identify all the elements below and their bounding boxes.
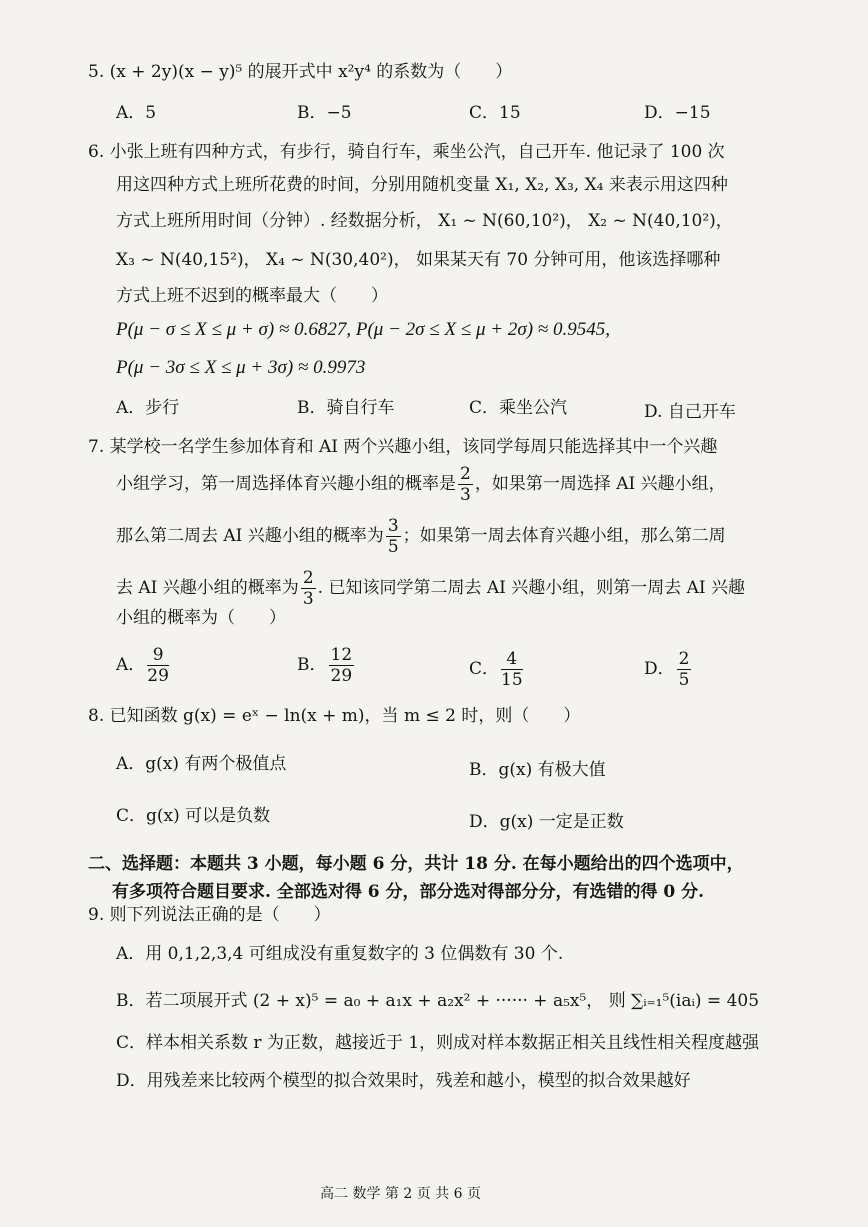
q7-line-4-text-end: . 已知该同学第二周去 AI 兴趣小组，则第一周去 AI 兴趣 [317, 578, 746, 598]
q9-option-a: A．用 0,1,2,3,4 可组成没有重复数字的 3 位偶数有 30 个. [116, 944, 564, 964]
q5-option-c: C．15 [469, 103, 521, 123]
fraction-two-thirds: $\frac{2}{3}$ [460, 464, 471, 505]
q5-stem: 5. (x + 2y)(x − y)⁵ 的展开式中 x²y⁴ 的系数为（ ） [88, 62, 513, 82]
q6-line-3: 方式上班所用时间（分钟）. 经数据分析， X₁ ~ N(60,10²)， X₂ ~ N(40,10²)， [116, 211, 733, 231]
q6-line-4: X₃ ~ N(40,15²)， X₄ ~ N(30,40²)， 如果某天有 70 分钟可用，他该选择哪种 [116, 250, 721, 270]
q7-line-1: 7. 某学校一名学生参加体育和 AI 两个兴趣小组，该同学每周只能选择其中一个兴趣 [88, 437, 718, 457]
q6-formula-2: P(μ − 3σ ≤ X ≤ μ + 3σ) ≈ 0.9973 [116, 357, 366, 378]
q8-stem: 8. 已知函数 g(x) = eˣ − ln(x + m)，当 m ≤ 2 时，则（ ） [88, 706, 581, 726]
q6-line-5: 方式上班不迟到的概率最大（ ） [116, 286, 388, 306]
q7-line-3-text-end: ；如果第一周去体育兴趣小组，那么第二周 [402, 526, 726, 546]
q8-option-c: C．g(x) 可以是负数 [116, 806, 271, 826]
q7-line-2 [116, 462, 726, 506]
q9-stem: 9. 则下列说法正确的是（ ） [88, 905, 331, 925]
q8-option-a: A．g(x) 有两个极值点 [116, 754, 287, 774]
q5-option-b: B．−5 [297, 103, 352, 123]
q6-line-2: 用这四种方式上班所花费的时间，分别用随机变量 X₁, X₂, X₃, X₄ 来表示用这四种 [116, 175, 728, 195]
q7-line-4 [116, 566, 745, 610]
fraction-three-fifths: $\frac{3}{5}$ [387, 516, 399, 557]
q7-line-2-text-end: ，如果第一周选择 AI 兴趣小组， [474, 474, 726, 494]
q9-option-c: C．样本相关系数 r 为正数，越接近于 1，则成对样本数据正相关且线性相关程度越强 [116, 1033, 760, 1053]
q5-option-a: A．5 [116, 103, 157, 123]
section-2-heading-line-1: 二、选择题：本题共 3 小题，每小题 6 分，共计 18 分. 在每小题给出的四个选项中， [88, 854, 744, 874]
section-2-heading-line-2: 有多项符合题目要求. 全部选对得 6 分，部分选对得部分分，有选错的得 0 分. [112, 882, 705, 902]
q7-option-c: C． $\frac{4}{15}$ [469, 649, 523, 690]
q6-formula-1: P(μ − σ ≤ X ≤ μ + σ) ≈ 0.6827, P(μ − 2σ ≤ X ≤ μ + 2σ) ≈ 0.9545, [116, 319, 610, 340]
q7-line-2-text: 小组学习，第一周选择体育兴趣小组的概率是 [116, 474, 456, 494]
q7-option-d: D． $\frac{2}{5}$ [644, 649, 690, 690]
q6-option-b: B．骑自行车 [297, 398, 395, 418]
q9-option-b: B．若二项展开式 (2 + x)⁵ = a₀ + a₁x + a₂x² + ······ + a₅x⁵， 则 ∑ᵢ₌₁⁵(iaᵢ) = 405 [116, 991, 760, 1011]
q7-line-4-text: 去 AI 兴趣小组的概率为 [116, 578, 299, 598]
q5-option-d: D．−15 [644, 103, 711, 123]
q9-option-d: D．用残差来比较两个模型的拟合效果时，残差和越小，模型的拟合效果越好 [116, 1071, 691, 1091]
q8-option-d: D．g(x) 一定是正数 [469, 812, 624, 832]
q8-option-b: B．g(x) 有极大值 [469, 760, 606, 780]
q6-line-1: 6. 小张上班有四种方式，有步行，骑自行车，乘坐公汽，自己开车. 他记录了 100 次 [88, 142, 725, 162]
q7-line-5: 小组的概率为（ ） [116, 608, 286, 628]
fraction-two-thirds-2: $\frac{2}{3}$ [302, 568, 314, 609]
q7-line-3 [116, 514, 726, 558]
q6-option-c: C．乘坐公汽 [469, 398, 568, 418]
q6-option-a: A．步行 [116, 398, 180, 418]
q7-option-a: A． $\frac{9}{29}$ [116, 645, 169, 686]
q7-option-b: B． $\frac{12}{29}$ [297, 645, 353, 686]
page-footer: 高二 数学 第 2 页 共 6 页 [320, 1186, 481, 1202]
q7-line-3-text: 那么第二周去 AI 兴趣小组的概率为 [116, 526, 384, 546]
q6-option-d: D. 自己开车 [644, 402, 736, 422]
